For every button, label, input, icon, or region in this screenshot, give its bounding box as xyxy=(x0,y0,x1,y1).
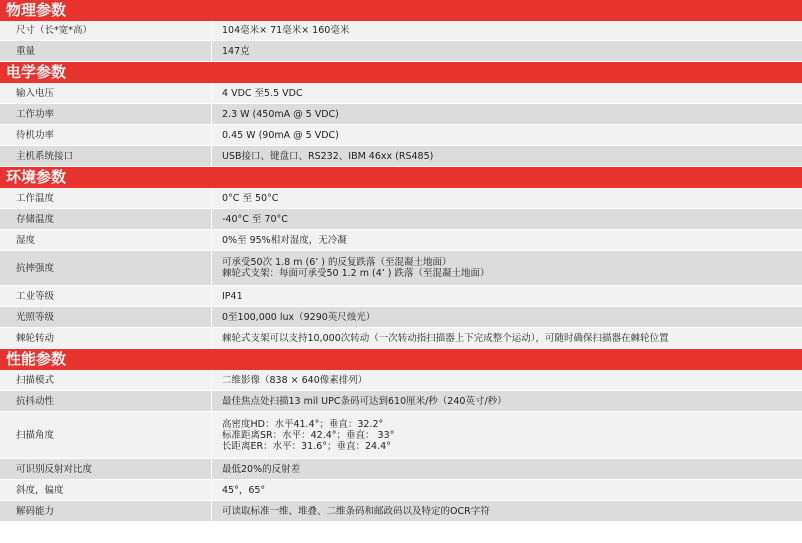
spec-value: 高密度HD：水平41.4°；垂直：32.2° 标准距离SR：水平：42.4°；垂直： 33° 长距离ER：水平：31.6°；垂直：24.4° xyxy=(222,418,395,452)
spec-value: 0至100,000 lux（9290英尺烛光） xyxy=(222,311,376,323)
spec-row xyxy=(0,21,802,41)
spec-label: 湿度 xyxy=(0,230,212,250)
section-electrical xyxy=(0,62,802,167)
spec-label: 斜度，偏度 xyxy=(0,480,212,500)
spec-value: 0°C 至 50°C xyxy=(222,192,279,204)
spec-row xyxy=(0,209,802,230)
spec-value: 可读取标准一维、堆叠、二维条码和邮政码以及特定的OCR字符 xyxy=(222,505,490,517)
spec-label: 扫描模式 xyxy=(0,370,212,390)
spec-label: 光照等级 xyxy=(0,307,212,327)
spec-value: -40°C 至 70°C xyxy=(222,213,288,225)
spec-value: 最佳焦点处扫描13 mil UPC条码可达到610厘米/秒（240英寸/秒） xyxy=(222,395,507,407)
spec-label: 尺寸（长*宽*高） xyxy=(0,21,212,40)
spec-row xyxy=(0,391,802,412)
spec-label: 待机功率 xyxy=(0,125,212,145)
spec-row xyxy=(0,501,802,522)
spec-label: 输入电压 xyxy=(0,83,212,103)
spec-row xyxy=(0,412,802,459)
spec-value: 最低20%的反射差 xyxy=(222,463,301,475)
spec-value: IP41 xyxy=(222,290,243,302)
spec-row xyxy=(0,328,802,349)
spec-label: 工业等级 xyxy=(0,286,212,306)
section-title: 电学参数 xyxy=(0,62,802,83)
spec-row xyxy=(0,370,802,391)
spec-value: 4 VDC 至5.5 VDC xyxy=(222,87,303,99)
spec-row xyxy=(0,41,802,62)
spec-row xyxy=(0,188,802,209)
spec-row xyxy=(0,251,802,286)
section-physical xyxy=(0,0,802,62)
spec-value: 0.45 W (90mA @ 5 VDC) xyxy=(222,129,339,141)
spec-label: 解码能力 xyxy=(0,501,212,521)
section-performance xyxy=(0,349,802,522)
spec-label: 抗摔强度 xyxy=(0,251,212,285)
spec-label: 抗抖动性 xyxy=(0,391,212,411)
spec-label: 棘轮转动 xyxy=(0,328,212,348)
spec-row xyxy=(0,480,802,501)
spec-label: 工作功率 xyxy=(0,104,212,124)
spec-row xyxy=(0,459,802,480)
spec-label: 主机系统接口 xyxy=(0,146,212,166)
spec-row xyxy=(0,307,802,328)
spec-row xyxy=(0,83,802,104)
section-title: 性能参数 xyxy=(0,349,802,370)
spec-row xyxy=(0,286,802,307)
spec-row xyxy=(0,146,802,167)
spec-label: 可识别反射对比度 xyxy=(0,459,212,479)
spec-value: 45°，65° xyxy=(222,484,266,496)
spec-label: 工作温度 xyxy=(0,188,212,208)
spec-row xyxy=(0,125,802,146)
spec-value: 0%至 95%相对湿度，无冷凝 xyxy=(222,234,347,246)
spec-row xyxy=(0,230,802,251)
spec-label: 扫描角度 xyxy=(0,412,212,458)
spec-value: USB接口、键盘口、RS232、IBM 46xx (RS485) xyxy=(222,150,434,162)
spec-value: 二维影像（838 × 640像素排列） xyxy=(222,374,368,386)
section-title: 环境参数 xyxy=(0,167,802,188)
spec-row xyxy=(0,104,802,125)
spec-value: 147克 xyxy=(222,45,250,57)
spec-value: 104毫米× 71毫米× 160毫米 xyxy=(222,25,350,36)
spec-value: 棘轮式支架可以支持10,000次转动（一次转动指扫描器上下完成整个运动），可随时确保扫描器在棘轮位置 xyxy=(222,332,669,344)
section-title: 物理参数 xyxy=(0,0,802,21)
spec-value: 2.3 W (450mA @ 5 VDC) xyxy=(222,108,339,120)
spec-label: 存储温度 xyxy=(0,209,212,229)
spec-label: 重量 xyxy=(0,41,212,61)
section-environmental xyxy=(0,167,802,349)
spec-value: 可承受50次 1.8 m (6’ ) 的反复跌落（至混凝土地面） 棘轮式支架：每面可承受50 1.2 m (4’ ) 跌落（至混凝土地面） xyxy=(222,257,490,279)
